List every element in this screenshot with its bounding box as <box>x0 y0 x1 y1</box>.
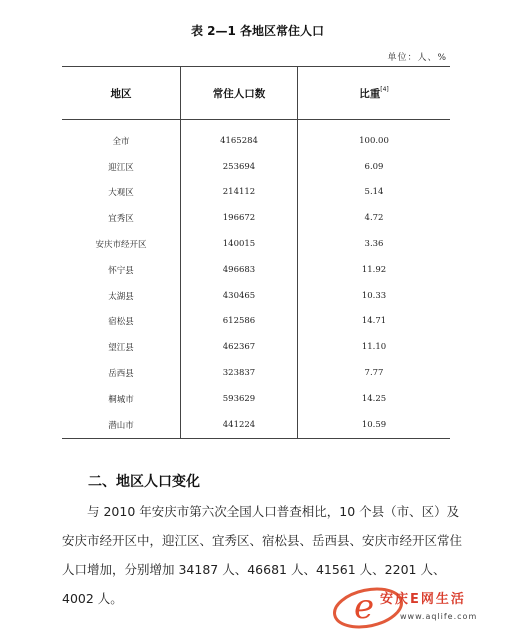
watermark-name: 安庆E网生活 <box>380 592 466 607</box>
cell-population: 441224 <box>181 412 298 438</box>
cell-region: 太湖县 <box>108 291 134 302</box>
cell-population: 196672 <box>181 205 298 231</box>
table-row <box>62 309 450 335</box>
cell-share: 7.77 <box>298 360 451 386</box>
cell-share: 3.36 <box>298 231 451 257</box>
cell-share: 11.10 <box>298 334 451 360</box>
cell-share: 10.59 <box>298 412 451 438</box>
table-row <box>62 231 450 257</box>
cell-region: 岳西县 <box>108 369 134 380</box>
section-paragraph: 与 2010 年安庆市第六次全国人口普查相比，10 个县（市、区）及安庆市经开区中，迎江区、宜秀区、宿松县、岳西县、安庆市经开区常住人口增加，分别增加 34187 人、46681 人、41561 人、2201 人、4002 人。 <box>62 504 463 606</box>
cell-population: 612586 <box>181 309 298 335</box>
cell-region: 宜秀区 <box>108 214 134 225</box>
cell-population: 253694 <box>181 154 298 180</box>
table-row <box>62 412 450 438</box>
header-footnote: [4] <box>380 85 389 93</box>
cell-population: 214112 <box>181 180 298 206</box>
cell-region: 望江县 <box>108 343 134 354</box>
table-row <box>62 257 450 283</box>
table-row <box>62 180 450 206</box>
table-row <box>62 360 450 386</box>
cell-population: 4165284 <box>181 120 298 154</box>
section-heading: 二、地区人口变化 <box>88 474 200 490</box>
cell-population: 430465 <box>181 283 298 309</box>
cell-share: 14.71 <box>298 309 451 335</box>
cell-population: 462367 <box>181 334 298 360</box>
population-table <box>62 66 450 439</box>
table-body <box>62 120 450 439</box>
cell-region: 全市 <box>112 136 130 147</box>
header-share: 比重[4] <box>298 67 451 120</box>
table-title: 表 2—1 各地区常住人口 <box>190 24 325 38</box>
cell-population: 140015 <box>181 231 298 257</box>
table-row <box>62 154 450 180</box>
watermark-url: www.aqlife.com <box>400 612 478 621</box>
cell-population: 496683 <box>181 257 298 283</box>
cell-share: 11.92 <box>298 257 451 283</box>
table-row <box>62 283 450 309</box>
cell-region: 怀宁县 <box>108 265 134 276</box>
cell-share: 14.25 <box>298 386 451 412</box>
cell-share: 6.09 <box>298 154 451 180</box>
table-row <box>62 120 450 154</box>
cell-region: 潜山市 <box>62 412 181 438</box>
cell-region: 桐城市 <box>108 394 134 405</box>
table-header-row <box>62 67 450 120</box>
cell-region: 安庆市经开区 <box>95 240 147 251</box>
cell-region: 宿松县 <box>108 317 134 328</box>
cell-share: 5.14 <box>298 180 451 206</box>
table-unit: 单位：人、% <box>387 53 447 63</box>
header-population: 常住人口数 <box>181 67 298 120</box>
table-row <box>62 205 450 231</box>
cell-region: 大观区 <box>108 188 134 199</box>
header-region: 地区 <box>62 67 181 120</box>
cell-population: 323837 <box>181 360 298 386</box>
cell-population: 593629 <box>181 386 298 412</box>
table-row <box>62 334 450 360</box>
cell-region: 迎江区 <box>108 162 134 173</box>
svg-text:e: e <box>354 587 375 627</box>
table-row <box>62 386 450 412</box>
cell-share: 100.00 <box>298 120 451 154</box>
cell-share: 4.72 <box>298 205 451 231</box>
cell-share: 10.33 <box>298 283 451 309</box>
